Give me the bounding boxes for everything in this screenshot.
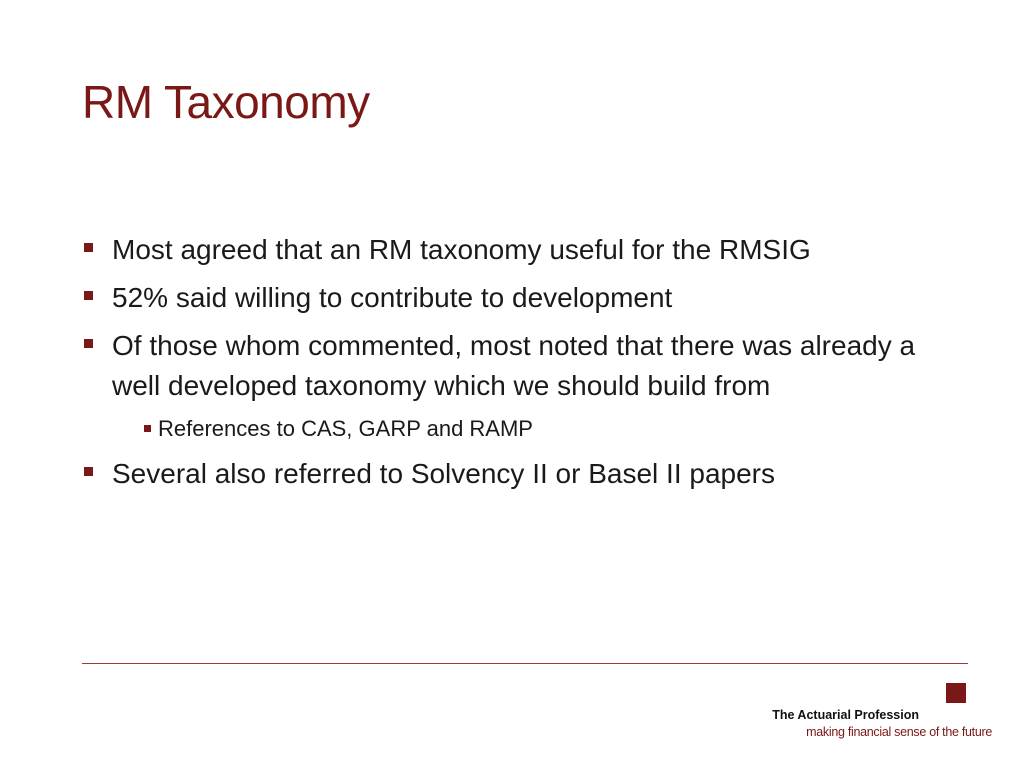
bullet-item (82, 230, 942, 270)
bullet-list (82, 230, 942, 502)
bullet-item (82, 278, 942, 318)
slide-title: RM Taxonomy (82, 76, 370, 128)
sub-bullet-item (130, 414, 960, 444)
footer-logo (734, 683, 994, 743)
bullet-item (82, 326, 942, 444)
logo-square-icon (946, 683, 966, 703)
bullet-text: Most agreed that an RM taxonomy useful for the RMSIG (112, 234, 811, 265)
footer-divider (82, 663, 968, 664)
bullet-text: Of those whom commented, most noted that there was already a well developed taxonomy which we should build from (112, 330, 916, 401)
square-bullet-icon (144, 425, 151, 432)
square-bullet-icon (84, 339, 93, 348)
sub-bullet-text: References to CAS, GARP and RAMP (158, 416, 533, 441)
bullet-text: 52% said willing to contribute to development (112, 282, 673, 313)
sub-bullet-list (130, 414, 960, 444)
square-bullet-icon (84, 243, 93, 252)
bullet-item (82, 454, 942, 494)
organization-name: The Actuarial Profession (772, 708, 919, 722)
square-bullet-icon (84, 467, 93, 476)
organization-tagline: making financial sense of the future (806, 725, 992, 739)
bullet-text: Several also referred to Solvency II or Basel II papers (112, 458, 775, 489)
square-bullet-icon (84, 291, 93, 300)
